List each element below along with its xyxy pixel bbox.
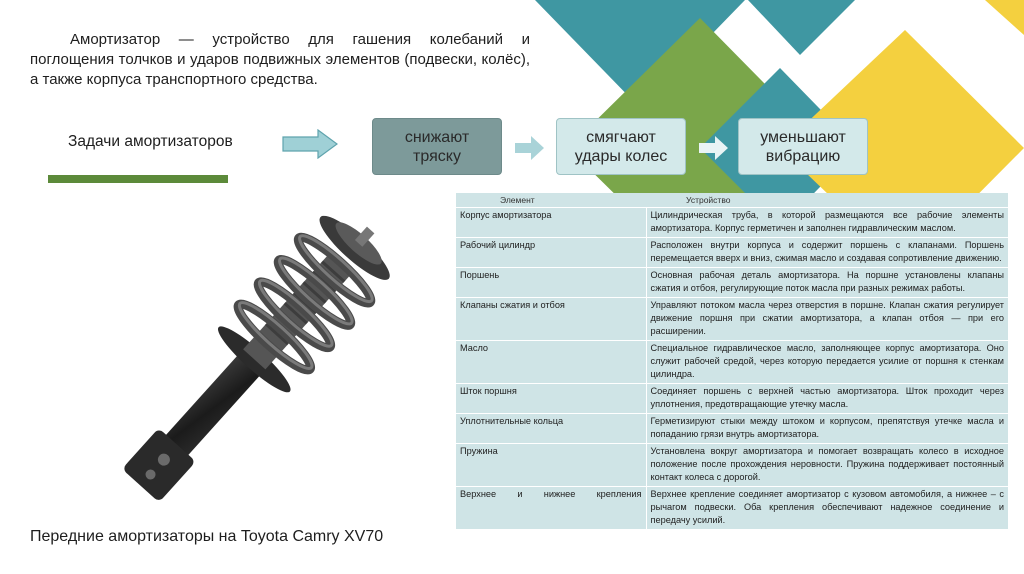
image-caption: Передние амортизаторы на Toyota Camry XV70: [30, 528, 384, 545]
arrow-right-icon: [515, 135, 545, 161]
element-description: Основная рабочая деталь амортизатора. На поршне установлены клапаны сжатия и отбоя, регулирующие поток масла при разных режимах работы.: [646, 268, 1008, 298]
element-name: Корпус амортизатора: [456, 208, 646, 238]
element-description: Верхнее крепление соединяет амортизатор с кузовом автомобиля, а нижнее – с рычагом подвески. Оба крепления обеспечивают надежное соединение и передачу усилий.: [646, 487, 1008, 530]
element-description: Расположен внутри корпуса и содержит поршень с клапанами. Поршень перемещается вверх и вниз, сжимая масло и создавая сопротивление движению.: [646, 238, 1008, 268]
task-3-label: уменьшают вибрацию: [760, 128, 846, 165]
components-table: [456, 193, 1008, 530]
table-row: [456, 341, 1008, 384]
element-description: Соединяет поршень с верхней частью амортизатора. Шток проходит через уплотнения, предотвращающие утечку масла.: [646, 384, 1008, 414]
element-name: Шток поршня: [456, 384, 646, 414]
element-name: Рабочий цилиндр: [456, 238, 646, 268]
table-row: [456, 238, 1008, 268]
table-row: [456, 414, 1008, 444]
task-box-soften-impacts: [556, 118, 686, 175]
task-box-reduce-shaking: [372, 118, 502, 175]
element-name: Уплотнительные кольца: [456, 414, 646, 444]
element-name: Поршень: [456, 268, 646, 298]
arrow-right-icon: [699, 135, 729, 161]
element-description: Герметизируют стыки между штоком и корпусом, препятствуя утечке масла и попаданию грязи внутрь амортизатора.: [646, 414, 1008, 444]
element-name: Пружина: [456, 444, 646, 487]
column-header-element: Элемент: [456, 193, 646, 208]
arrow-right-icon: [282, 129, 338, 159]
task-1-label: снижают тряску: [404, 128, 470, 165]
element-description: Цилиндрическая труба, в которой размещаются все рабочие элементы амортизатора. Корпус герметичен и заполнен гидравлическим маслом.: [646, 208, 1008, 238]
element-description: Управляют потоком масла через отверстия в поршне. Клапан сжатия регулирует движение поршня при сжатии амортизатора, а клапан отбоя — при его расширении.: [646, 298, 1008, 341]
table-row: [456, 208, 1008, 238]
table-row: [456, 298, 1008, 341]
intro-text: Амортизатор — устройство для гашения колебаний и поглощения толчков и ударов подвижных элементов (подвески, колёс), а также корпуса транспортного средства.: [30, 31, 530, 88]
table-row: [456, 384, 1008, 414]
yellow-triangle-top-right: [985, 0, 1024, 35]
task-box-reduce-vibration: [738, 118, 868, 175]
element-name: Масло: [456, 341, 646, 384]
column-header-structure: Устройство: [646, 193, 1008, 208]
table-header-row: [456, 193, 1008, 208]
tasks-label: Задачи амортизаторов: [68, 133, 233, 150]
element-description: Специальное гидравлическое масло, заполняющее корпус амортизатора. Оно служит рабочей средой, через которую передается усилие от поршня к стенкам цилиндра.: [646, 341, 1008, 384]
table-row: [456, 268, 1008, 298]
teal-triangle-right: [748, 0, 855, 55]
element-description: Установлена вокруг амортизатора и помогает возвращать колесо в исходное положение после прохождения неровности. Пружина поддерживает постоянный контакт колеса с дорогой.: [646, 444, 1008, 487]
divider-bar: [48, 175, 228, 183]
task-2-label: смягчают удары колес: [574, 128, 668, 165]
element-name: Верхнее и нижнее крепления: [456, 487, 646, 530]
table-row: [456, 487, 1008, 530]
table-row: [456, 444, 1008, 487]
element-name: Клапаны сжатия и отбоя: [456, 298, 646, 341]
shock-absorber-image: [105, 210, 405, 510]
